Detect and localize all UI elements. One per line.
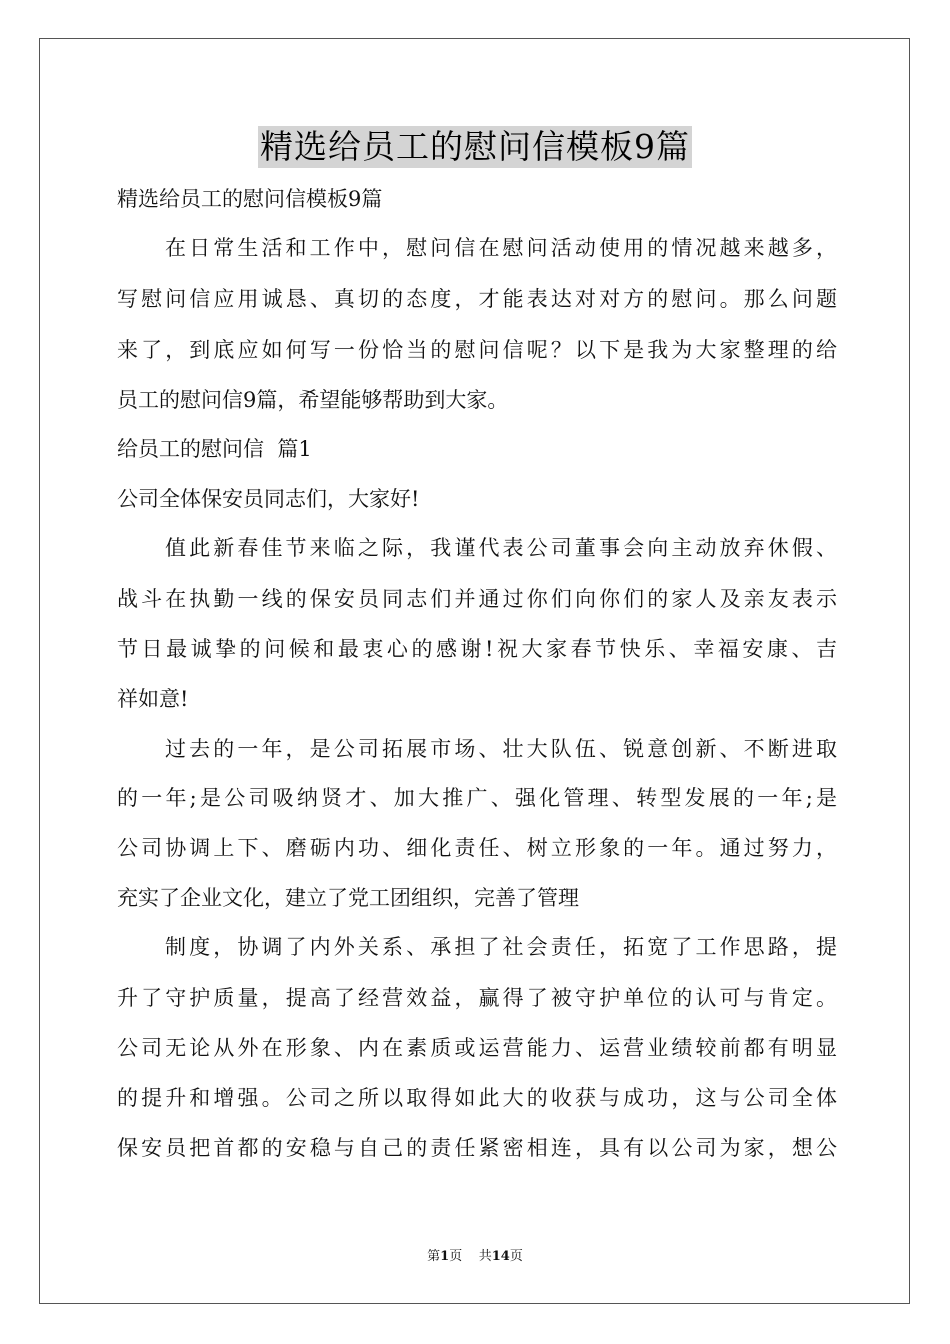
body-line: 节日最诚挚的问候和最衷心的感谢!祝大家春节快乐、幸福安康、吉 xyxy=(117,637,837,661)
footer-prefix: 第 xyxy=(427,1249,441,1264)
body-line: 过去的一年，是公司拓展市场、壮大队伍、锐意创新、不断进取 xyxy=(165,737,837,761)
subtitle-line: 精选给员工的慰问信模板9篇 xyxy=(117,187,383,211)
body-line: 制度，协调了内外关系、承担了社会责任，拓宽了工作思路，提 xyxy=(165,935,837,959)
footer-page-total: 14 xyxy=(491,1249,510,1264)
body-line: 充实了企业文化，建立了党工团组织，完善了管理 xyxy=(117,886,579,910)
salutation: 公司全体保安员同志们，大家好! xyxy=(117,487,420,511)
body-line: 来了，到底应如何写一份恰当的慰问信呢？以下是我为大家整理的给 xyxy=(117,338,837,362)
footer-page-number: 1 xyxy=(440,1249,450,1264)
section-heading: 给员工的慰问信 篇1 xyxy=(117,437,312,461)
body-line: 在日常生活和工作中，慰问信在慰问活动使用的情况越来越多， xyxy=(165,236,837,260)
footer-suffix: 页 xyxy=(509,1249,523,1264)
body-line: 升了守护质量，提高了经营效益，赢得了被守护单位的认可与肯定。 xyxy=(117,986,837,1010)
page-footer xyxy=(0,1245,950,1264)
title-container xyxy=(0,126,950,168)
body-line: 的一年;是公司吸纳贤才、加大推广、强化管理、转型发展的一年;是 xyxy=(117,786,837,810)
footer-mid: 页 共 xyxy=(449,1249,492,1264)
body-line: 写慰问信应用诚恳、真切的态度，才能表达对对方的慰问。那么问题 xyxy=(117,287,837,311)
body-line: 保安员把首都的安稳与自己的责任紧密相连，具有以公司为家，想公 xyxy=(117,1136,837,1160)
document-title: 精选给员工的慰问信模板9篇 xyxy=(260,127,690,166)
body-line: 祥如意! xyxy=(117,687,189,711)
page-border xyxy=(39,38,910,1304)
body-line: 员工的慰问信9篇，希望能够帮助到大家。 xyxy=(117,388,509,412)
body-line: 公司协调上下、磨砺内功、细化责任、树立形象的一年。通过努力， xyxy=(117,836,837,860)
body-line: 的提升和增强。公司之所以取得如此大的收获与成功，这与公司全体 xyxy=(117,1086,837,1110)
body-line: 公司无论从外在形象、内在素质或运营能力、运营业绩较前都有明显 xyxy=(117,1036,837,1060)
body-line: 战斗在执勤一线的保安员同志们并通过你们向你们的家人及亲友表示 xyxy=(117,587,837,611)
body-line: 值此新春佳节来临之际，我谨代表公司董事会向主动放弃休假、 xyxy=(165,536,837,560)
